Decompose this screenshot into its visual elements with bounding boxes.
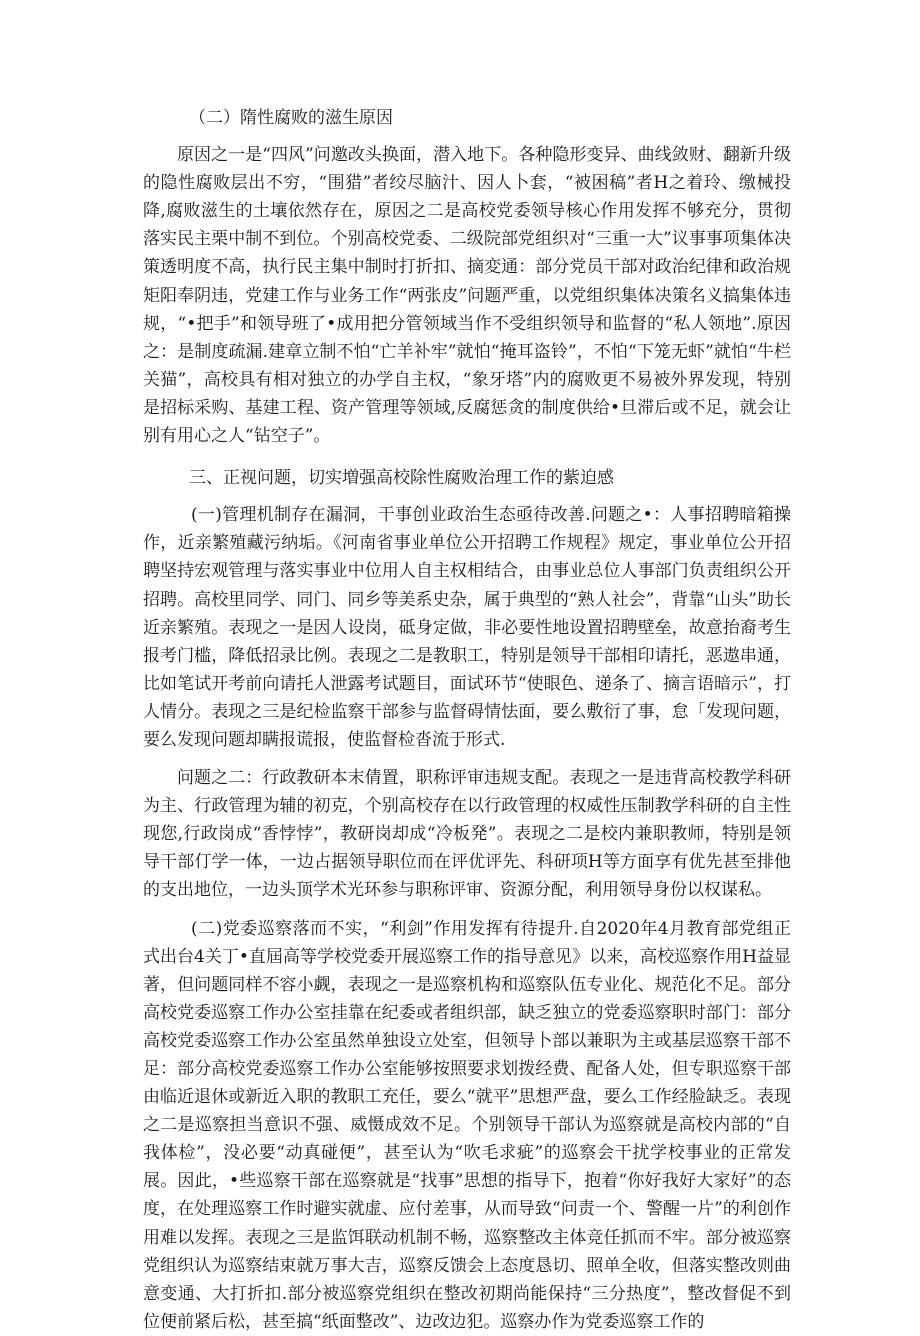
paragraph-causes: 原因之一是“四风”问邀改头换面，潜入地下。各种隐形变异、曲线敛财、翻新升级的隐性腐败层出不穷，“围猎”者绞尽脑汁、因人卜套，“被困稿”者H之着玲、缴械投降,腐败滋生的土壤依然存在，原因之二是高校党委领导核心作用发挥不够充分，贯彻落实民主栗中制不到位。个别高校党委、二级院部党组织对“三重一大”议事事项集体决策透明度不高，执行民主集中制时打折扣、摘変通：部分党员干部对政治纪律和政治规矩阳奉阴违，党建工作与业务工作“两张皮”问题严重，以党组织集体决策名义搞集体违规，“•把手”和领导班了•成用把分管领域当作不受组织领导和监督的“私人领地”.原因之：是制度疏漏.建章立制不怕“亡羊补牢”就怕“掩耳盗铃”，不怕“下笼无虾”就怕“牛栏关猫”，高校具有相对独立的办学自主权，“象牙塔”内的腐败更不易被外界发现，特别是招标采购、基建工程、资产管理等领域,反腐惩贪的制度供给•旦滞后或不足，就会让别有用心之人“钻空子”。: [143, 145, 791, 447]
paragraph-management-loopholes: (一)管理机制存在漏洞，干事创业政治生态亟待改善.问题之•：人事招聘暗箱操作，近亲繁殖藏污纳垢。《河南省事业单位公开招聘工作规程》规定，事业单位公开招聘坚持宏观管理与落实事业中位用人自主权相结合，由事业总位人事部门负责组织公开招聘。高校里同学、同门、同乡等美系史杂，属于典型的“熟人社会”，背靠“山头”助长近亲繁殖。表现之一是因人设岗，砥身定做，非必要性地设置招聘壁垒，故意抬裔考生报考门槛，降低招录比例。表现之二是教职工，特别是领导干部相印请托，恶遨串通，比如笔试开考前向请托人泄露考试题目，面试环节“使眼色、递条了、摘言语暗示”，打人情分。表现之三是纪检监察干部参与监督碍情怯面，要么敷衍了事，怠「发现问题，要么发现问题却瞒报谎报，使监督检沓流于形式.: [143, 505, 791, 750]
paragraph-inspection: (二)党委巡察落而不实，“利剑”作用发挥有待提升.自2020年4月教育部党组正式出台4关丁•直屆高等学校党委开展巡察工作的指导意见》以来，高校巡察作用H益显著，但问题同样不容小觑，表现之一是巡察机构和巡察队伍专业化、规范化不足。部分高校党委巡察工作办公室挂靠在纪委或者组织部，缺乏独立的党委巡察职时部门：部分高校党委巡察工作办公室虽然单独设立处室，但领导卜部以兼职为主或基层巡察干部不足：部分高校党委巡察工作办公室能够按照要求划拨经费、配备人处，但专职巡察干部由临近退休或新近入职的教职工充任，要么“就平”思想严盘，要么工作经脸缺乏。表现之二是巡察担当意识不强、威慑成效不足。个别领导干部认为巡察就是高校内部的“自我体检”，没必要“动真碰便”，甚至认为“吹毛求疵”的巡察会干扰学校事业的正常发展。因此，•些巡察干部在巡察就是“找事”思想的指导下，抱着“你好我好大家好”的态度，在处理巡察工作时避实就虚、应付差事，从而导致“问责一个、警醒一片”的利创作用难以发挥。表现之三是监饵联动机制不畅，巡察整改主体竞任抓而不牢。部分被巡察党组织认为巡察结束就万事大吉，巡察反馈会上态度恳切、照单全收，但落实整改则曲意变通、大打折扣.部分被巡察党组织在整改初期尚能保持“三分热度”，整改督促不到位便前紧后松，甚至搞“纸面整改”、边改边犯。巡察办作为党委巡察工作的: [143, 918, 791, 1332]
paragraph-problem-two: 问题之二：行政教研本末倩置，职称评审违规支配。表现之一是违背高校教学科研为主、行政管理为辅的初克，个别高校存在以行政管理的权威性压制教学科研的自主性现您,行政岗成“香悖悖”，教研岗却成“冷板発”。表现之二是校内兼职教师，特别是领导干部仃学一体，一边占据领导职位而在评优评先、科研项H等方面享有优先甚至排他的支出地位，一边头顶学术光环参与职称评审、资源分配，利用领导身份以权谋私。: [143, 768, 791, 901]
section-heading-hidden-corruption-causes: （二）隋性腐败的滋生原因: [189, 108, 393, 128]
document-body: [143, 104, 791, 1336]
section-heading-urgency: 三、正视问题，切实増强高校除性腐败治理工作的紫迫感: [189, 468, 614, 489]
